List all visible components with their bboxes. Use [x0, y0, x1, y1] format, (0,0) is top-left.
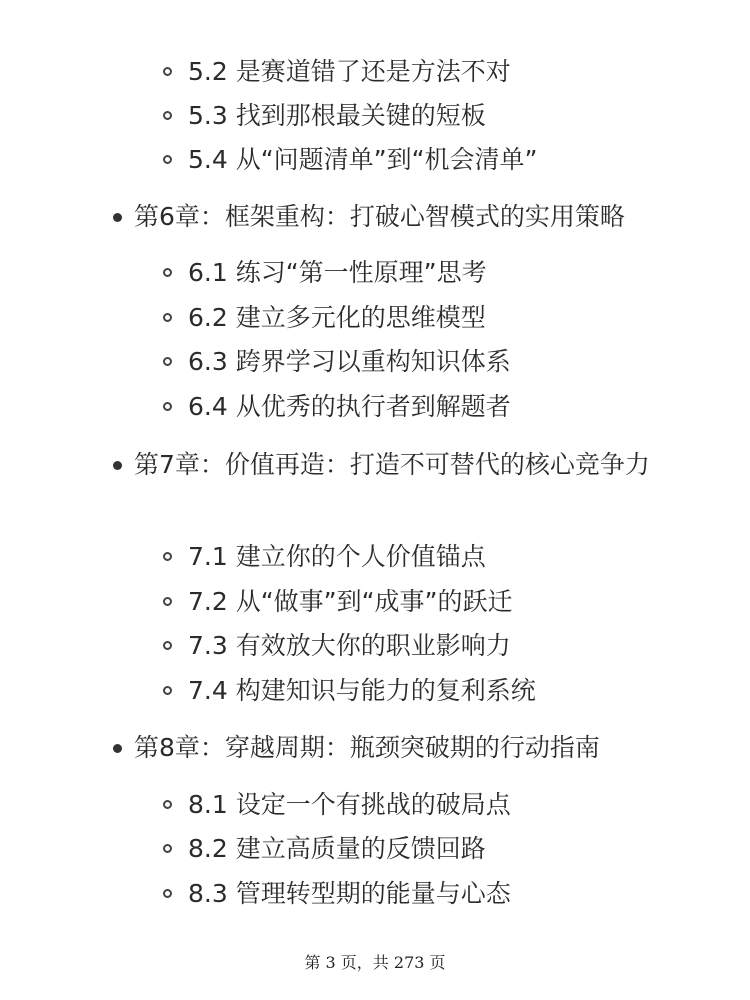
hollow-bullet-icon	[163, 111, 172, 120]
hollow-bullet-icon	[163, 155, 172, 164]
hollow-bullet-icon	[163, 552, 172, 561]
toc-subitem[interactable]: 8.1 设定一个有挑战的破局点	[188, 790, 511, 819]
hollow-bullet-icon	[163, 268, 172, 277]
hollow-bullet-icon	[163, 313, 172, 322]
toc-subitem[interactable]: 6.2 建立多元化的思维模型	[188, 303, 486, 332]
toc-subitem[interactable]: 5.4 从“问题清单”到“机会清单”	[188, 145, 538, 174]
toc-subitem[interactable]: 7.1 建立你的个人价值锚点	[188, 542, 486, 571]
toc-chapter-6[interactable]: 第6章：框架重构：打破心智模式的实用策略	[134, 202, 625, 231]
solid-bullet-icon	[113, 213, 122, 222]
page-number: 第 3 页，共 273 页	[304, 953, 446, 972]
toc-subitem[interactable]: 8.2 建立高质量的反馈回路	[188, 834, 486, 863]
toc-subitem[interactable]: 6.1 练习“第一性原理”思考	[188, 258, 487, 287]
hollow-bullet-icon	[163, 641, 172, 650]
toc-subitem[interactable]: 5.3 找到那根最关键的短板	[188, 101, 486, 130]
hollow-bullet-icon	[163, 844, 172, 853]
hollow-bullet-icon	[163, 597, 172, 606]
toc-subitem[interactable]: 6.4 从优秀的执行者到解题者	[188, 392, 511, 421]
hollow-bullet-icon	[163, 357, 172, 366]
toc-subitem[interactable]: 7.3 有效放大你的职业影响力	[188, 631, 511, 660]
hollow-bullet-icon	[163, 402, 172, 411]
toc-subitem[interactable]: 7.2 从“做事”到“成事”的跃迁	[188, 587, 513, 616]
hollow-bullet-icon	[163, 686, 172, 695]
toc-subitem[interactable]: 7.4 构建知识与能力的复利系统	[188, 676, 536, 705]
toc-subitem[interactable]: 8.3 管理转型期的能量与心态	[188, 879, 511, 908]
hollow-bullet-icon	[163, 889, 172, 898]
solid-bullet-icon	[113, 461, 122, 470]
toc-subitem[interactable]: 6.3 跨界学习以重构知识体系	[188, 347, 511, 376]
solid-bullet-icon	[113, 744, 122, 753]
hollow-bullet-icon	[163, 67, 172, 76]
hollow-bullet-icon	[163, 800, 172, 809]
toc-subitem[interactable]: 5.2 是赛道错了还是方法不对	[188, 57, 511, 86]
toc-chapter-8[interactable]: 第8章：穿越周期：瓶颈突破期的行动指南	[134, 733, 600, 762]
toc-chapter-7[interactable]: 第7章：价值再造：打造不可替代的核心竞争力	[134, 450, 650, 479]
